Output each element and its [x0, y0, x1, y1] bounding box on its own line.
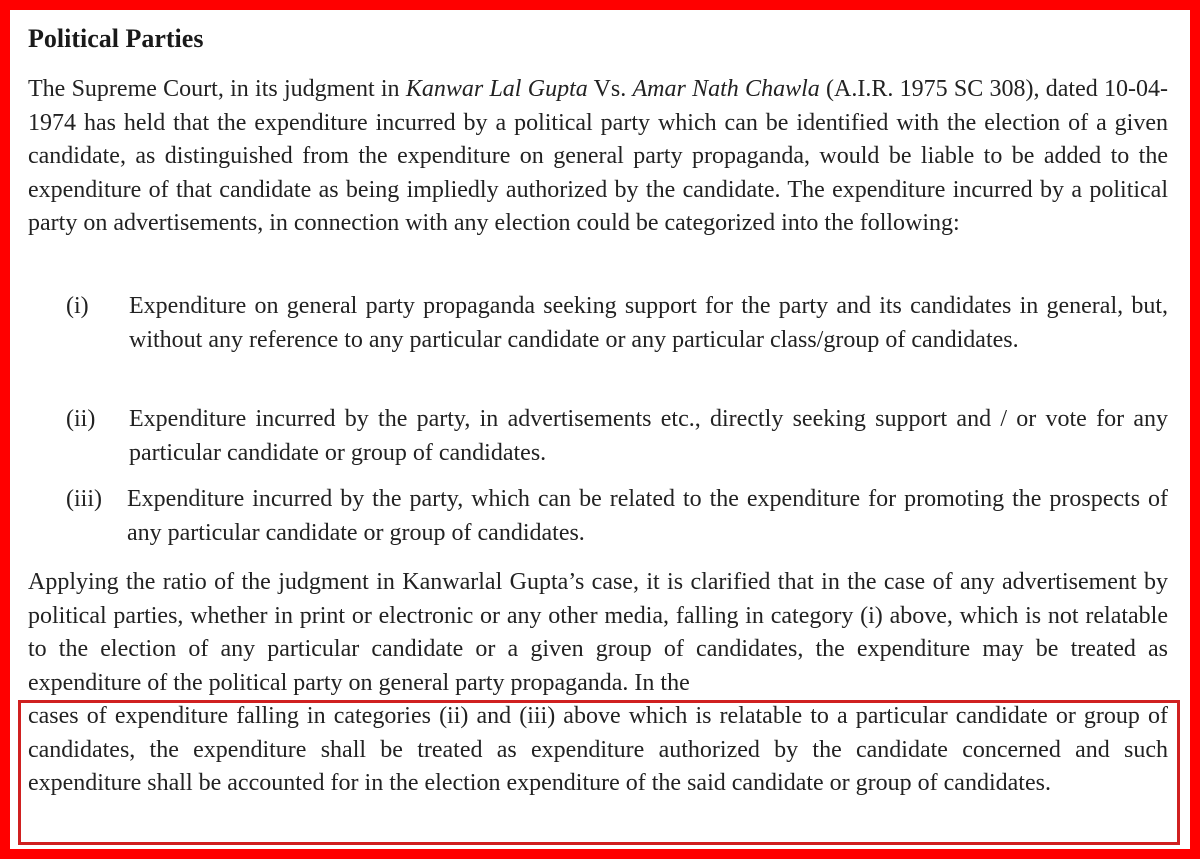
section-heading: Political Parties — [28, 24, 204, 53]
list-item-text: Expenditure incurred by the party, which can be related to the expenditure for promoting the prospects of any particular candidate or group of candidates. — [127, 486, 1168, 546]
list-item-text: Expenditure incurred by the party, in advertisements etc., directly seeking support and / or vote for any particular candidate or group of candidates. — [129, 406, 1168, 466]
document-page — [10, 10, 1190, 849]
highlighted-paragraph: cases of expenditure falling in categories (ii) and (iii) above which is relatable to a particular candidate or group of candidates, the expenditure shall be treated as expenditure authorized by the candidate concerned and such expenditure shall be accounted for in the election expenditure of the said candidate or group of candidates. — [28, 703, 1168, 796]
list-item-number: (ii) — [66, 406, 96, 432]
paragraph-text: (A.I.R. 1975 SC 308), dated 10-04-1974 has held that the expenditure incurred by a political party which can be identified with the election of a given candidate, as distinguished from the expenditure on general party propaganda, would be liable to be added to the expenditure of that candidate as being impliedly authorized by the candidate. The expenditure incurred by a political party on advertisements, in connection with any election could be categorized into the following: — [28, 76, 1168, 236]
case-party-name: Amar Nath Chawla — [632, 76, 820, 102]
list-item-number: (i) — [66, 293, 89, 319]
paragraph-text: The Supreme Court, in its judgment in — [28, 76, 406, 102]
list-item-number: (iii) — [66, 486, 102, 512]
paragraph-clarification: Applying the ratio of the judgment in Kanwarlal Gupta’s case, it is clarified that in the case of any advertisement by political parties, whether in print or electronic or any other media, falling in category (i) above, which is not relatable to the election of any particular candidate or a given group of candidates, the expenditure may be treated as expenditure of the political party on general party propaganda. In the — [28, 569, 1168, 696]
versus-text: Vs. — [587, 76, 633, 102]
case-party-name: Kanwar Lal Gupta — [405, 76, 588, 102]
paragraph-judgment — [28, 73, 1168, 241]
list-item-text: Expenditure on general party propaganda seeking support for the party and its candidates in general, but, without any reference to any particular candidate or any particular class/group of candidates. — [129, 293, 1168, 353]
